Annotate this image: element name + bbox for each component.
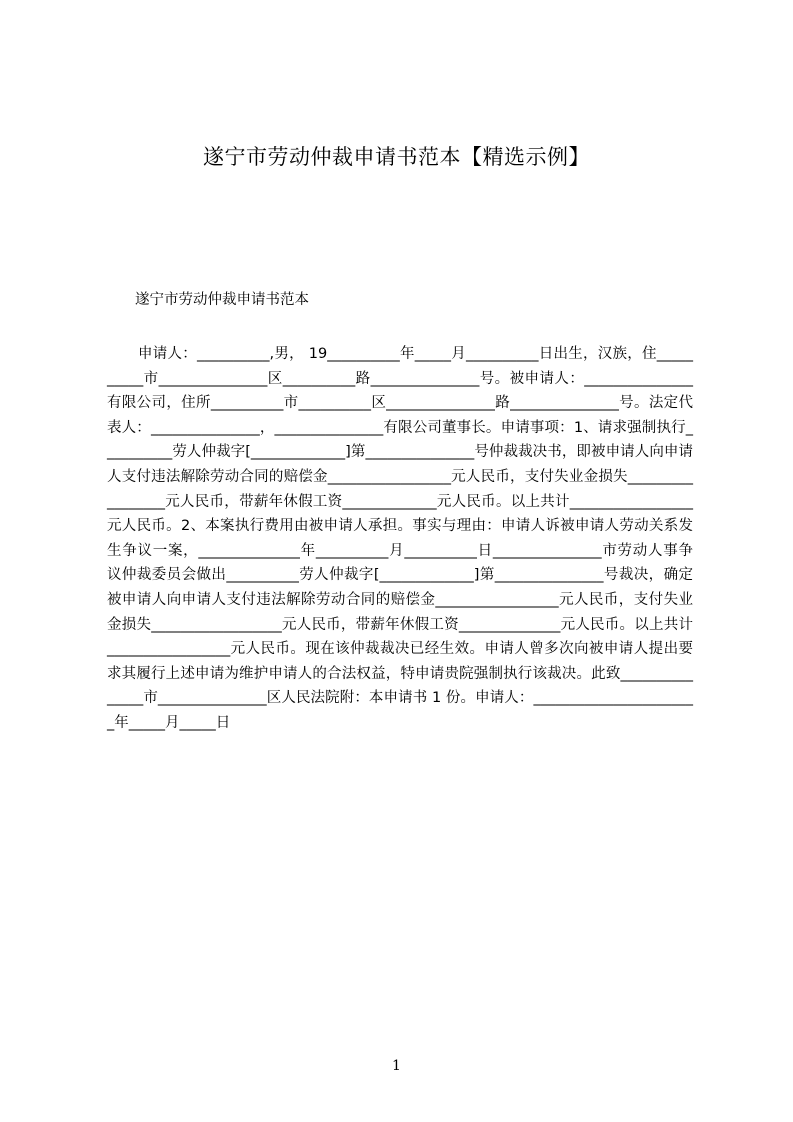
document-title: 遂宁市劳动仲裁申请书范本【精选示例】: [203, 145, 590, 169]
application-body-text: 申请人：__________,男， 19__________年_____月__________日出生，汉族，住__________市_______________区__________路_______________号。被申请人：_______________有限公司，住所__________市__________区_______________路_______________号。法定代表人：_______________，_______________有限公司董事长。申请事项：1、请求强制执行__________劳人仲裁字[_____________]第_______________号仲裁裁决书，即被申请人向申请人支付违法解除劳动合同的赔偿金_________________元人民币，支付失业金损失_________________元人民币，带薪年休假工资_____________元人民币。以上共计_________________元人民币。2、本案执行费用由被申请人承担。事实与理由：申请人诉被申请人劳动关系发生争议一案，______________年__________月__________日_______________市劳动人事争议仲裁委员会做出__________劳人仲裁字[_____________]第_______________号裁决，确定被申请人向申请人支付违法解除劳动合同的赔偿金_________________元人民币，支付失业金损失__________________元人民币，带薪年休假工资______________元人民币。以上共计_________________元人民币。现在该仲裁裁决已经生效。申请人曾多次向被申请人提出要求其履行上述申请为维护申请人的合法权益，特申请贵院强制执行该裁决。此致_______________市_______________区人民法院附：本申请书 1 份。申请人：_______________________年_____月_____日: [107, 346, 693, 731]
section-heading: 遂宁市劳动仲裁申请书范本: [135, 292, 309, 308]
page-number: 1: [392, 1058, 401, 1074]
